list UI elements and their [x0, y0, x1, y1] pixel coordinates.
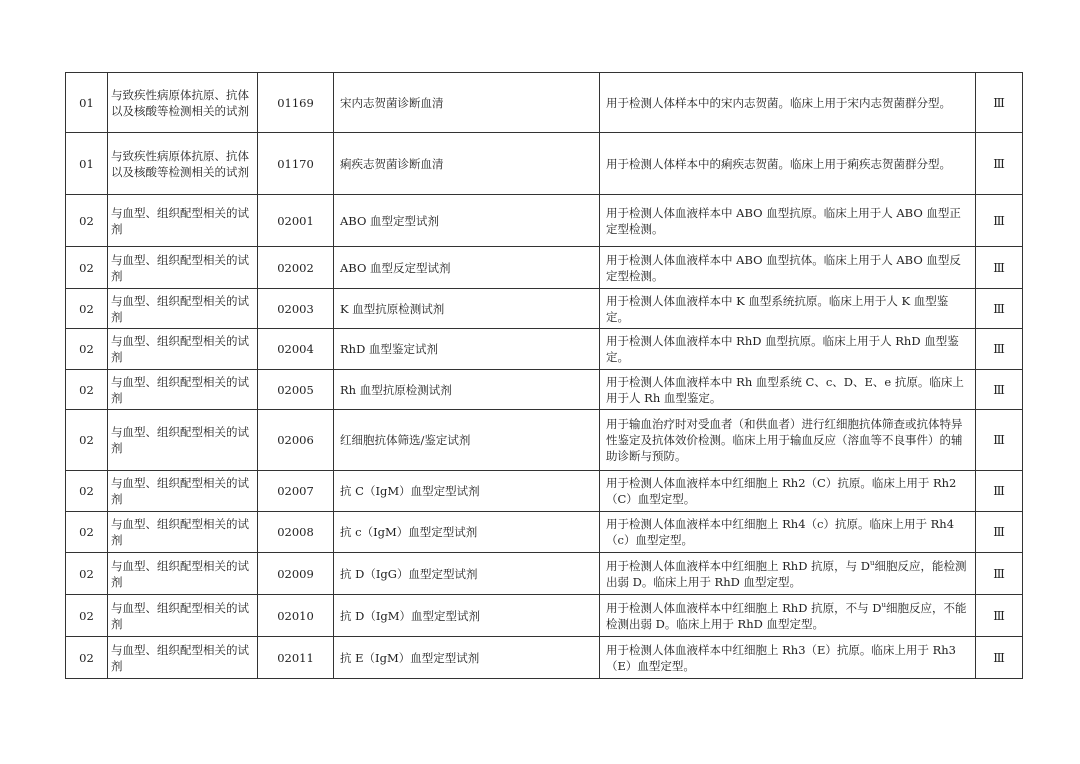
- category-code-cell: 02: [66, 595, 108, 637]
- product-name-cell: 抗 E（IgM）血型定型试剂: [334, 637, 600, 679]
- category-name-cell: 与血型、组织配型相关的试剂: [108, 289, 258, 329]
- category-name-cell: 与血型、组织配型相关的试剂: [108, 595, 258, 637]
- product-name-cell: 红细胞抗体筛选/鉴定试剂: [334, 410, 600, 471]
- category-name-cell: 与血型、组织配型相关的试剂: [108, 329, 258, 370]
- category-code-cell: 02: [66, 410, 108, 471]
- management-class-cell: Ⅲ: [976, 471, 1023, 512]
- product-name-cell: RhD 血型鉴定试剂: [334, 329, 600, 370]
- product-name-cell: 痢疾志贺菌诊断血清: [334, 133, 600, 195]
- description-cell: 用于检测人体样本中的宋内志贺菌。临床上用于宋内志贺菌群分型。: [600, 73, 976, 133]
- product-name-cell: Rh 血型抗原检测试剂: [334, 370, 600, 410]
- product-code-cell: 02005: [258, 370, 334, 410]
- description-cell: [600, 553, 976, 595]
- product-code-cell: 02003: [258, 289, 334, 329]
- description-text-end: 细胞反应，不能检测出弱 D。临床上用于 RhD 血型定型。: [606, 600, 967, 631]
- product-code-cell: 02004: [258, 329, 334, 370]
- product-name-cell: K 血型抗原检测试剂: [334, 289, 600, 329]
- management-class-cell: Ⅲ: [976, 289, 1023, 329]
- description-cell: 用于输血治疗时对受血者（和供血者）进行红细胞抗体筛查或抗体特异性鉴定及抗体效价检测。临床上用于输血反应（溶血等不良事件）的辅助诊断与预防。: [600, 410, 976, 471]
- product-name-cell: 抗 C（IgM）血型定型试剂: [334, 471, 600, 512]
- category-name-cell: 与血型、组织配型相关的试剂: [108, 637, 258, 679]
- product-code-cell: 02011: [258, 637, 334, 679]
- management-class-cell: Ⅲ: [976, 370, 1023, 410]
- description-cell: 用于检测人体血液样本中 Rh 血型系统 C、c、D、E、e 抗原。临床上用于人 Rh 血型鉴定。: [600, 370, 976, 410]
- reagent-classification-table: [65, 72, 1023, 679]
- management-class-cell: Ⅲ: [976, 512, 1023, 553]
- description-text-end: 细胞反应，能检测出弱 D。临床上用于 RhD 血型定型。: [606, 558, 967, 589]
- table-row: [66, 73, 1023, 133]
- table-row: [66, 329, 1023, 370]
- product-code-cell: 01170: [258, 133, 334, 195]
- management-class-cell: Ⅲ: [976, 410, 1023, 471]
- description-cell: 用于检测人体血液样本中红细胞上 Rh3（E）抗原。临床上用于 Rh3（E）血型定型。: [600, 637, 976, 679]
- product-name-cell: 抗 D（IgG）血型定型试剂: [334, 553, 600, 595]
- product-code-cell: 02010: [258, 595, 334, 637]
- table-row: [66, 247, 1023, 289]
- description-cell: [600, 595, 976, 637]
- management-class-cell: Ⅲ: [976, 329, 1023, 370]
- management-class-cell: Ⅲ: [976, 637, 1023, 679]
- management-class-cell: Ⅲ: [976, 195, 1023, 247]
- table-row: [66, 289, 1023, 329]
- product-code-cell: 01169: [258, 73, 334, 133]
- management-class-cell: Ⅲ: [976, 73, 1023, 133]
- product-code-cell: 02008: [258, 512, 334, 553]
- superscript-u: u: [881, 600, 886, 609]
- description-cell: 用于检测人体血液样本中 RhD 血型抗原。临床上用于人 RhD 血型鉴定。: [600, 329, 976, 370]
- category-name-cell: 与血型、组织配型相关的试剂: [108, 247, 258, 289]
- category-name-cell: 与血型、组织配型相关的试剂: [108, 370, 258, 410]
- category-code-cell: 02: [66, 329, 108, 370]
- category-code-cell: 02: [66, 512, 108, 553]
- table-row: [66, 471, 1023, 512]
- table-row: [66, 133, 1023, 195]
- category-code-cell: 02: [66, 247, 108, 289]
- table-row: [66, 595, 1023, 637]
- category-code-cell: 02: [66, 553, 108, 595]
- table-row: [66, 410, 1023, 471]
- superscript-u: u: [869, 558, 875, 567]
- category-name-cell: 与致疾性病原体抗原、抗体以及核酸等检测相关的试剂: [108, 133, 258, 195]
- description-cell: 用于检测人体样本中的痢疾志贺菌。临床上用于痢疾志贺菌群分型。: [600, 133, 976, 195]
- management-class-cell: Ⅲ: [976, 595, 1023, 637]
- category-name-cell: 与血型、组织配型相关的试剂: [108, 195, 258, 247]
- category-name-cell: 与血型、组织配型相关的试剂: [108, 471, 258, 512]
- table-row: [66, 370, 1023, 410]
- description-text-start: 用于检测人体血液样本中红细胞上 RhD 抗原，与 D: [606, 558, 870, 573]
- management-class-cell: Ⅲ: [976, 247, 1023, 289]
- product-code-cell: 02007: [258, 471, 334, 512]
- description-text-start: 用于检测人体血液样本中红细胞上 RhD 抗原，不与 D: [606, 600, 882, 615]
- table-row: [66, 195, 1023, 247]
- product-name-cell: ABO 血型反定型试剂: [334, 247, 600, 289]
- product-code-cell: 02009: [258, 553, 334, 595]
- description-cell: 用于检测人体血液样本中 ABO 血型抗体。临床上用于人 ABO 血型反定型检测。: [600, 247, 976, 289]
- product-name-cell: 抗 c（IgM）血型定型试剂: [334, 512, 600, 553]
- category-code-cell: 02: [66, 370, 108, 410]
- category-code-cell: 02: [66, 289, 108, 329]
- description-cell: 用于检测人体血液样本中红细胞上 Rh2（C）抗原。临床上用于 Rh2（C）血型定型。: [600, 471, 976, 512]
- product-name-cell: 宋内志贺菌诊断血清: [334, 73, 600, 133]
- category-code-cell: 02: [66, 471, 108, 512]
- category-name-cell: 与血型、组织配型相关的试剂: [108, 410, 258, 471]
- management-class-cell: Ⅲ: [976, 553, 1023, 595]
- category-name-cell: 与致疾性病原体抗原、抗体以及核酸等检测相关的试剂: [108, 73, 258, 133]
- category-code-cell: 01: [66, 133, 108, 195]
- category-name-cell: 与血型、组织配型相关的试剂: [108, 512, 258, 553]
- category-code-cell: 02: [66, 195, 108, 247]
- table-row: [66, 512, 1023, 553]
- category-name-cell: 与血型、组织配型相关的试剂: [108, 553, 258, 595]
- product-code-cell: 02002: [258, 247, 334, 289]
- product-code-cell: 02001: [258, 195, 334, 247]
- management-class-cell: Ⅲ: [976, 133, 1023, 195]
- description-cell: 用于检测人体血液样本中 ABO 血型抗原。临床上用于人 ABO 血型正定型检测。: [600, 195, 976, 247]
- description-cell: 用于检测人体血液样本中 K 血型系统抗原。临床上用于人 K 血型鉴定。: [600, 289, 976, 329]
- description-cell: 用于检测人体血液样本中红细胞上 Rh4（c）抗原。临床上用于 Rh4（c）血型定型。: [600, 512, 976, 553]
- product-name-cell: ABO 血型定型试剂: [334, 195, 600, 247]
- product-name-cell: 抗 D（IgM）血型定型试剂: [334, 595, 600, 637]
- table-row: [66, 637, 1023, 679]
- category-code-cell: 01: [66, 73, 108, 133]
- product-code-cell: 02006: [258, 410, 334, 471]
- table-row: [66, 553, 1023, 595]
- category-code-cell: 02: [66, 637, 108, 679]
